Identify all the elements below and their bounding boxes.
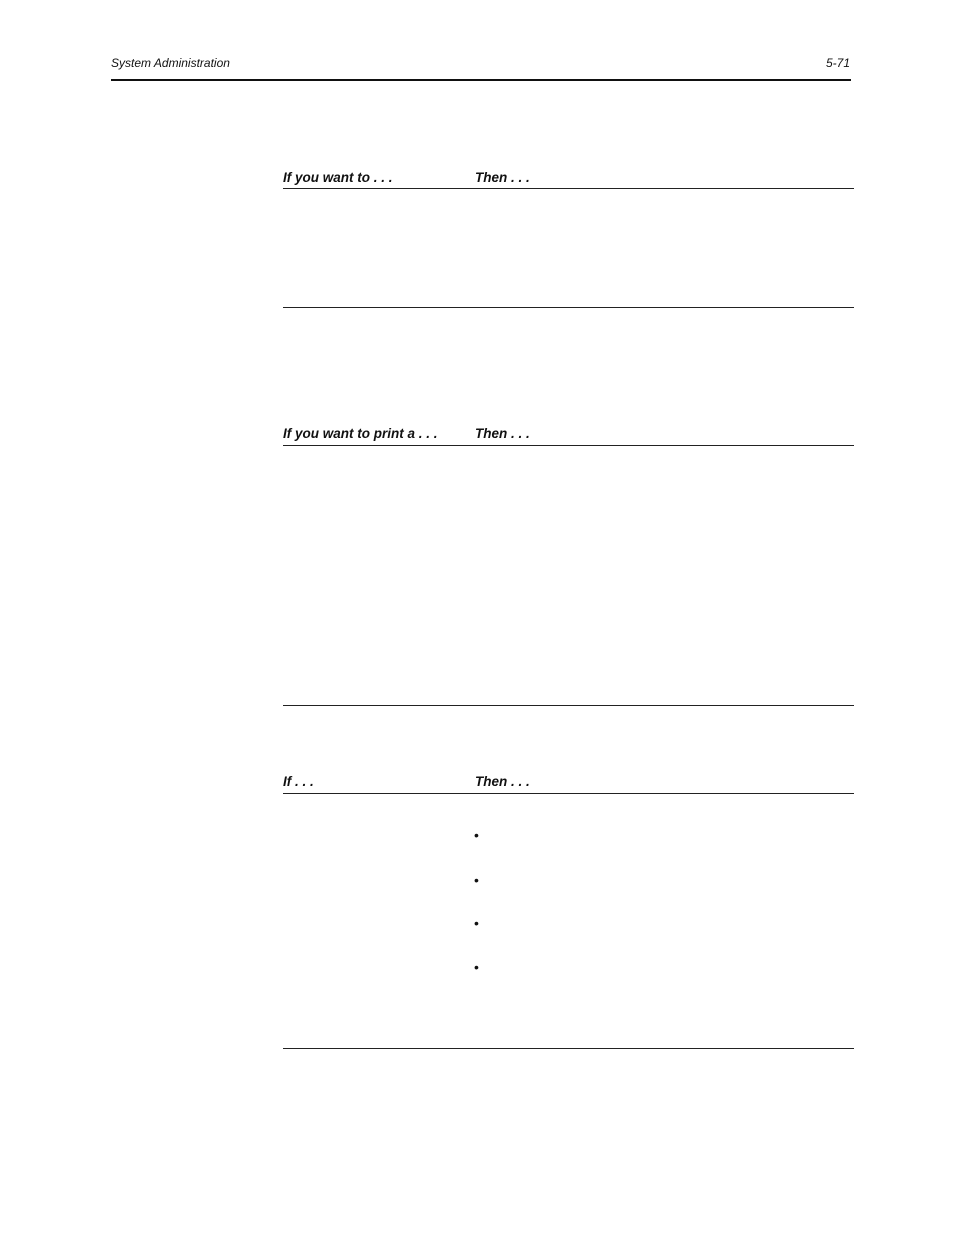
bullet-marker: • [474, 827, 479, 843]
table-3-header-rule [283, 793, 854, 794]
running-header [111, 56, 850, 72]
bullet-marker: • [474, 959, 479, 975]
table-3-then-heading: Then . . . [475, 774, 530, 789]
page-number: 5-71 [825, 56, 850, 70]
table-1-then-heading: Then . . . [475, 170, 530, 185]
bullet-marker: • [474, 872, 479, 888]
header-rule [111, 79, 851, 81]
table-3-if-heading: If . . . [283, 774, 314, 789]
table-2-bottom-rule [283, 705, 854, 706]
table-1-if-heading: If you want to . . . [283, 170, 393, 185]
table-3-header [283, 774, 854, 788]
table-2-then-heading: Then . . . [475, 426, 530, 441]
header-title: System Administration [111, 56, 230, 70]
table-1-header-rule [283, 188, 854, 189]
bullet-marker: • [474, 915, 479, 931]
table-3-bottom-rule [283, 1048, 854, 1049]
table-1-header [283, 170, 854, 184]
table-2-header-rule [283, 445, 854, 446]
table-2-if-heading: If you want to print a . . . [283, 426, 438, 441]
table-1-bottom-rule [283, 307, 854, 308]
table-2-header [283, 426, 854, 440]
